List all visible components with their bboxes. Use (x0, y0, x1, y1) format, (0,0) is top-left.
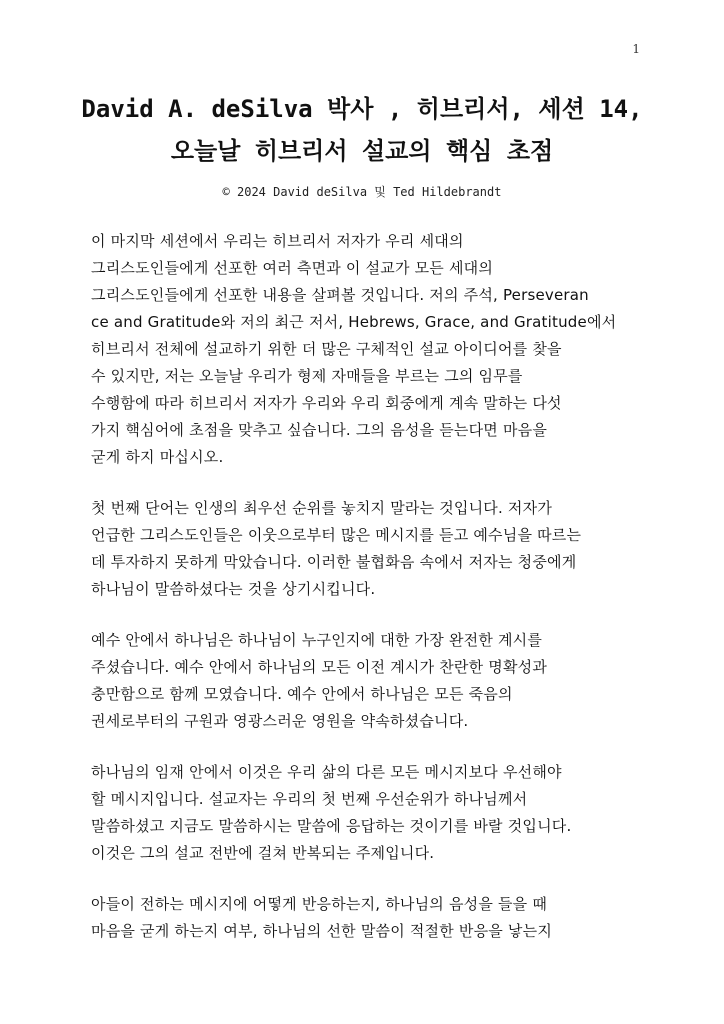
text-line: 언급한 그리스도인들은 이웃으로부터 많은 메시지를 듣고 예수님을 따르는 (91, 526, 582, 544)
copyright-notice: © 2024 David deSilva 및 Ted Hildebrandt (222, 185, 502, 199)
text-line: 데 투자하지 못하게 막았습니다. 이러한 불협화음 속에서 저자는 청중에게 (91, 553, 577, 571)
paragraph-3 (91, 627, 637, 735)
paragraph-1 (91, 228, 637, 471)
title-line-2: 오늘날 히브리서 설교의 핵심 초점 (170, 137, 554, 165)
text-line: 아들이 전하는 메시지에 어떻게 반응하는지, 하나님의 음성을 들을 때 (91, 895, 548, 913)
text-line: 이 마지막 세션에서 우리는 히브리서 저자가 우리 세대의 (91, 232, 464, 250)
text-line: 이것은 그의 설교 전반에 걸쳐 반복되는 주제입니다. (91, 844, 435, 862)
text-line: 주셨습니다. 예수 안에서 하나님의 모든 이전 계시가 찬란한 명확성과 (91, 658, 548, 676)
document-body (91, 228, 637, 969)
document-title (40, 88, 684, 172)
text-line: 그리스도인들에게 선포한 여러 측면과 이 설교가 모든 세대의 (91, 259, 494, 277)
text-line: 수행함에 따라 히브리서 저자가 우리와 우리 회중에게 계속 말하는 다섯 (91, 394, 562, 412)
text-line: 굳게 하지 마십시오. (91, 448, 224, 466)
text-line: 예수 안에서 하나님은 하나님이 누구인지에 대한 가장 완전한 계시를 (91, 631, 543, 649)
page-number: 1 (632, 42, 640, 56)
text-line: 할 메시지입니다. 설교자는 우리의 첫 번째 우선순위가 하나님께서 (91, 790, 528, 808)
text-line: 그리스도인들에게 선포한 내용을 살펴볼 것입니다. 저의 주석, Perseveran (91, 286, 589, 304)
text-line: 충만함으로 함께 모였습니다. 예수 안에서 하나님은 모든 죽음의 (91, 685, 513, 703)
text-line: 수 있지만, 저는 오늘날 우리가 형제 자매들을 부르는 그의 임무를 (91, 367, 523, 385)
text-line: 가지 핵심어에 초점을 맞추고 싶습니다. 그의 음성을 듣는다면 마음을 (91, 421, 548, 439)
text-line: 히브리서 전체에 설교하기 위한 더 많은 구체적인 설교 아이디어를 찾을 (91, 340, 562, 358)
text-line: ce and Gratitude와 저의 최근 저서, Hebrews, Grace, and Gratitude에서 (91, 313, 617, 331)
text-line: 하나님이 말씀하셨다는 것을 상기시킵니다. (91, 580, 376, 598)
text-line: 하나님의 임재 안에서 이것은 우리 삶의 다른 모든 메시지보다 우선해야 (91, 763, 562, 781)
paragraph-5 (91, 891, 637, 945)
text-line: 말씀하셨고 지금도 말씀하시는 말씀에 응답하는 것이기를 바랄 것입니다. (91, 817, 572, 835)
text-line: 첫 번째 단어는 인생의 최우선 순위를 놓치지 말라는 것입니다. 저자가 (91, 499, 553, 517)
text-line: 권세로부터의 구원과 영광스러운 영원을 약속하셨습니다. (91, 712, 469, 730)
paragraph-4 (91, 759, 637, 867)
paragraph-2 (91, 495, 637, 603)
title-line-1: David A. deSilva 박사 , 히브리서, 세션 14, (81, 95, 643, 123)
text-line: 마음을 굳게 하는지 여부, 하나님의 선한 말씀이 적절한 반응을 낳는지 (91, 922, 553, 940)
